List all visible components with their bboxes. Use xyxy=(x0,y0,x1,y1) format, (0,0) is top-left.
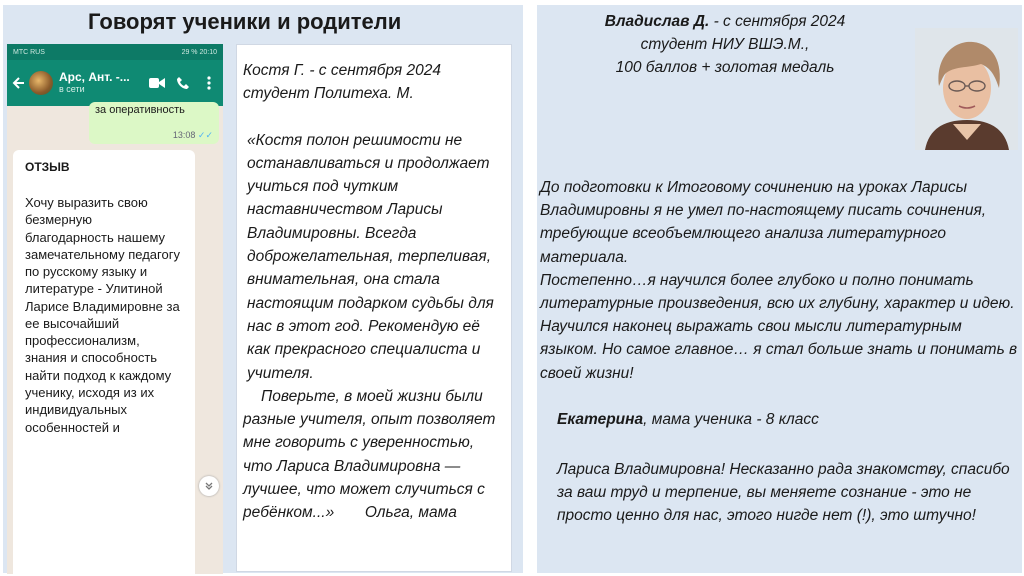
phone-call-icon[interactable] xyxy=(175,75,191,91)
vladislav-line2: студент НИУ ВШЭ.М., xyxy=(640,36,810,53)
vladislav-header xyxy=(560,10,890,79)
kostya-review-card xyxy=(236,44,512,572)
ekaterina-review: Лариса Владимировна! Несказанно рада знакомству, спасибо за ваш труд и терпение, вы меняете сознание - это не просто ценно для нас, этого нигде нет (!), это штучно! xyxy=(557,461,1010,525)
chat-header xyxy=(7,60,223,106)
vladislav-review xyxy=(540,176,1020,385)
vladislav-para2: Постепенно…я научился более глубоко и полно понимать литературные произведения, всю их глубину, характер и идею. Научился наконец выражать свои мысли литературным языком. Но самое главное… я стал больше знать и понимать в своей жизни! xyxy=(540,271,1018,382)
ekaterina-header xyxy=(557,411,819,429)
outgoing-message xyxy=(89,102,219,144)
kostya-header-line1: Костя Г. - с сентября 2024 xyxy=(243,62,441,79)
whatsapp-screenshot xyxy=(7,44,223,574)
kostya-quote-para2: Поверьте, в моей жизни были разные учителя, опыт позволяет мне говорить с уверенностью, что Лариса Владимировна — лучшее, что может случиться с ребёнком...» xyxy=(243,387,496,522)
review-heading: ОТЗЫВ xyxy=(25,160,70,174)
status-right: 29 % 20:10 xyxy=(181,48,217,56)
double-check-icon: ✓✓ xyxy=(197,130,213,140)
vladislav-name: Владислав Д. xyxy=(604,13,710,30)
chevron-down-icon[interactable] xyxy=(199,476,219,496)
ekaterina-role: , мама ученика - 8 класс xyxy=(643,411,819,428)
kostya-signature: Ольга, мама xyxy=(364,504,457,522)
kostya-header-line2: студент Политеха. М. xyxy=(243,85,414,103)
message-time: 13:08 xyxy=(172,130,196,140)
status-left: МТС RUS xyxy=(13,48,45,56)
more-options-icon[interactable] xyxy=(201,75,217,91)
vladislav-para1: До подготовки к Итоговому сочинению на уроках Ларисы Владимировны я не умел по-настоящему писать сочинения, требующие всеобъемлющего анализа литературного материала. xyxy=(540,179,987,266)
vladislav-header-rest: - с сентября 2024 xyxy=(709,13,846,30)
contact-name: Арс, Ант. -... xyxy=(59,70,130,85)
avatar[interactable] xyxy=(29,71,53,95)
vladislav-line3: 100 баллов + золотая медаль xyxy=(615,59,835,76)
status-bar xyxy=(7,44,223,60)
back-arrow-icon[interactable] xyxy=(11,75,27,91)
incoming-message xyxy=(13,150,195,574)
video-call-icon[interactable] xyxy=(149,75,165,91)
contact-status: в сети xyxy=(59,83,85,94)
kostya-quote-para1: «Костя полон решимости не останавливаться и продолжает учиться под чутким наставничеством Ларисы Владимировны. Всегда доброжелательная, терпеливая, внимательная, она стала настоящим подарком судьбы для нас в этот год. Рекомендую её как прекрасного специалиста и учителя. xyxy=(247,131,494,382)
page-title: Говорят ученики и родители xyxy=(88,9,402,34)
contact-info[interactable] xyxy=(59,71,149,94)
review-text: Хочу выразить свою безмерную благодарность нашему замечательному педагогу по русскому языку и литературе - Улитиной Ларисе Владимировне за ее высочайший профессионализм, знания и способность найти подход к каждому ученику, исходя из их индивидуальных особенностей и xyxy=(25,194,180,435)
teacher-portrait xyxy=(915,28,1018,150)
outgoing-message-meta xyxy=(173,130,213,141)
outgoing-message-text: за оперативность xyxy=(95,104,185,116)
ekaterina-name: Екатерина xyxy=(557,411,644,428)
